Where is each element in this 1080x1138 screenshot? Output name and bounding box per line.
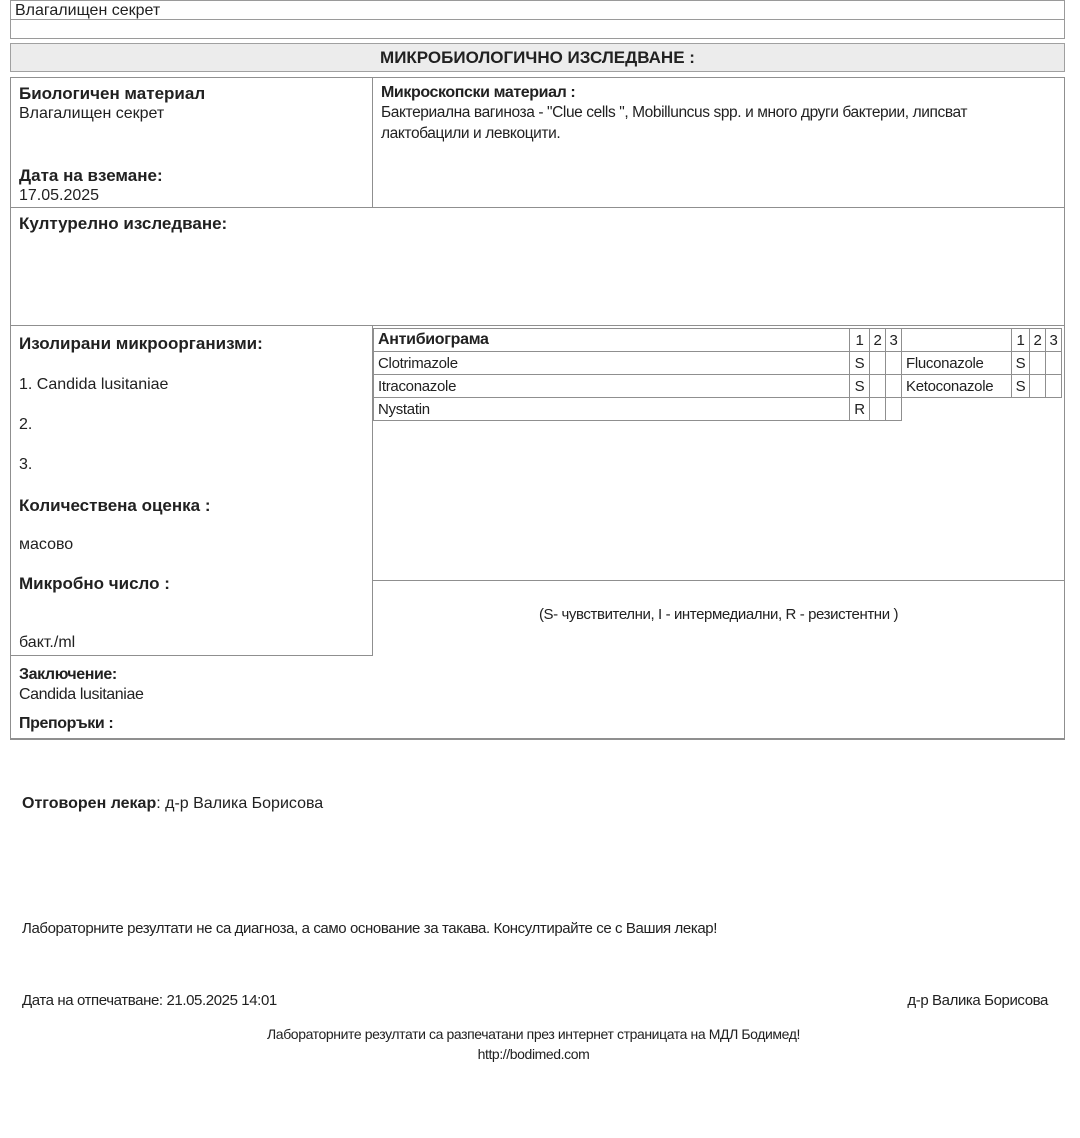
- antibiogram-header-row: [374, 329, 1062, 352]
- collection-date-label: Дата на вземане:: [19, 166, 163, 185]
- antibiogram-empty-cell: [902, 398, 1012, 421]
- results-table: [10, 77, 1065, 740]
- biological-material-label: Биологичен материал: [19, 84, 206, 103]
- dilution-header-2b: 2: [1030, 329, 1046, 352]
- antibiotic-result: S: [1012, 375, 1030, 398]
- responsible-doctor-line: [22, 795, 323, 813]
- biological-material-cell: [11, 78, 373, 208]
- specimen-type-field: [10, 0, 1065, 20]
- antibiotic-result: S: [1012, 352, 1030, 375]
- antibiotic-result: [886, 375, 902, 398]
- antibiogram-empty-cell: [1012, 398, 1030, 421]
- microbial-count-label: Микробно число :: [19, 574, 170, 593]
- antibiotic-result: S: [850, 375, 870, 398]
- footer-url[interactable]: http://bodimed.com: [477, 1046, 590, 1062]
- empty-row: [10, 19, 1065, 39]
- dilution-header-1: 1: [850, 329, 870, 352]
- conclusion-value: Candida lusitaniae: [19, 686, 144, 703]
- legend-divider: [373, 580, 1064, 581]
- antibiogram-table: [373, 328, 1062, 421]
- specimen-type-value: Влагалищен секрет: [15, 2, 161, 19]
- section-header: [10, 43, 1065, 72]
- antibiogram-empty-cell: [1046, 398, 1062, 421]
- dilution-header-2: 2: [870, 329, 886, 352]
- antibiotic-result: [870, 375, 886, 398]
- disclaimer-text: Лабораторните резултати не са диагноза, а само основание за такава. Консултирайте се с Вашия лекар!: [22, 920, 717, 937]
- antibiotic-name: Ketoconazole: [902, 375, 1012, 398]
- microscopic-value: Бактериална вагиноза - "Clue cells ", Mobilluncus spp. и много други бактерии, липсват лактобацили и левкоцити.: [381, 104, 968, 142]
- antibiotic-name: Nystatin: [374, 398, 850, 421]
- microbial-count-value: бакт./ml: [19, 634, 76, 651]
- microscopic-label: Микроскопски материал :: [381, 84, 576, 101]
- antibiogram-row: [374, 375, 1062, 398]
- antibiotic-result: [1030, 375, 1046, 398]
- print-date-label: Дата на отпечатване:: [22, 992, 163, 1009]
- antibiotic-name: Clotrimazole: [374, 352, 850, 375]
- responsible-doctor-value: : д-р Валика Борисова: [156, 795, 324, 812]
- collection-date-value: 17.05.2025: [19, 187, 100, 204]
- antibiotic-name: Itraconazole: [374, 375, 850, 398]
- recommendations-label: Препоръки :: [19, 715, 114, 732]
- isolated-microorganisms-cell: [11, 326, 373, 656]
- conclusion-section: [11, 656, 1064, 739]
- antibiogram-header-spacer: [902, 329, 1012, 352]
- antibiotic-result: [1046, 375, 1062, 398]
- antibiotic-result: [886, 398, 902, 421]
- isolated-item-3: 3.: [19, 456, 33, 473]
- microscopic-material-cell: [373, 78, 1064, 208]
- biological-material-value: Влагалищен секрет: [19, 105, 165, 122]
- dilution-header-3: 3: [886, 329, 902, 352]
- section-title: МИКРОБИОЛОГИЧНО ИЗСЛЕДВАНЕ :: [380, 48, 695, 67]
- isolated-item-1: 1. Candida lusitaniae: [19, 376, 169, 393]
- quantitative-value: масово: [19, 536, 74, 553]
- dilution-header-1b: 1: [1012, 329, 1030, 352]
- culture-cell: [11, 208, 1064, 326]
- antibiogram-row: [374, 398, 1062, 421]
- antibiotic-result: [870, 352, 886, 375]
- footer-note: Лабораторните резултати са разпечатани през интернет страницата на МДЛ Бодимед!: [267, 1026, 800, 1042]
- dilution-header-3b: 3: [1046, 329, 1062, 352]
- antibiotic-result: [1030, 352, 1046, 375]
- antibiotic-result: [886, 352, 902, 375]
- antibiogram-empty-cell: [1030, 398, 1046, 421]
- print-row: [22, 992, 1048, 1009]
- sensitivity-legend: (S- чувствителни, I - интермедиални, R - резистентни ): [538, 606, 899, 623]
- antibiogram-row: [374, 352, 1062, 375]
- responsible-doctor-label: Отговорен лекар: [22, 795, 157, 812]
- print-date-line: [22, 992, 277, 1009]
- antibiogram-label: Антибиограма: [374, 329, 850, 352]
- antibiotic-result: S: [850, 352, 870, 375]
- conclusion-label: Заключение:: [19, 666, 117, 683]
- print-date-value: 21.05.2025 14:01: [166, 992, 277, 1009]
- isolated-label: Изолирани микроорганизми:: [19, 334, 263, 353]
- doctor-signature: д-р Валика Борисова: [907, 992, 1048, 1009]
- quantitative-label: Количествена оценка :: [19, 496, 211, 515]
- antibiotic-result: [1046, 352, 1062, 375]
- culture-label: Културелно изследване:: [19, 214, 228, 233]
- antibiotic-result: R: [850, 398, 870, 421]
- isolated-item-2: 2.: [19, 416, 33, 433]
- antibiotic-result: [870, 398, 886, 421]
- antibiotic-name: Fluconazole: [902, 352, 1012, 375]
